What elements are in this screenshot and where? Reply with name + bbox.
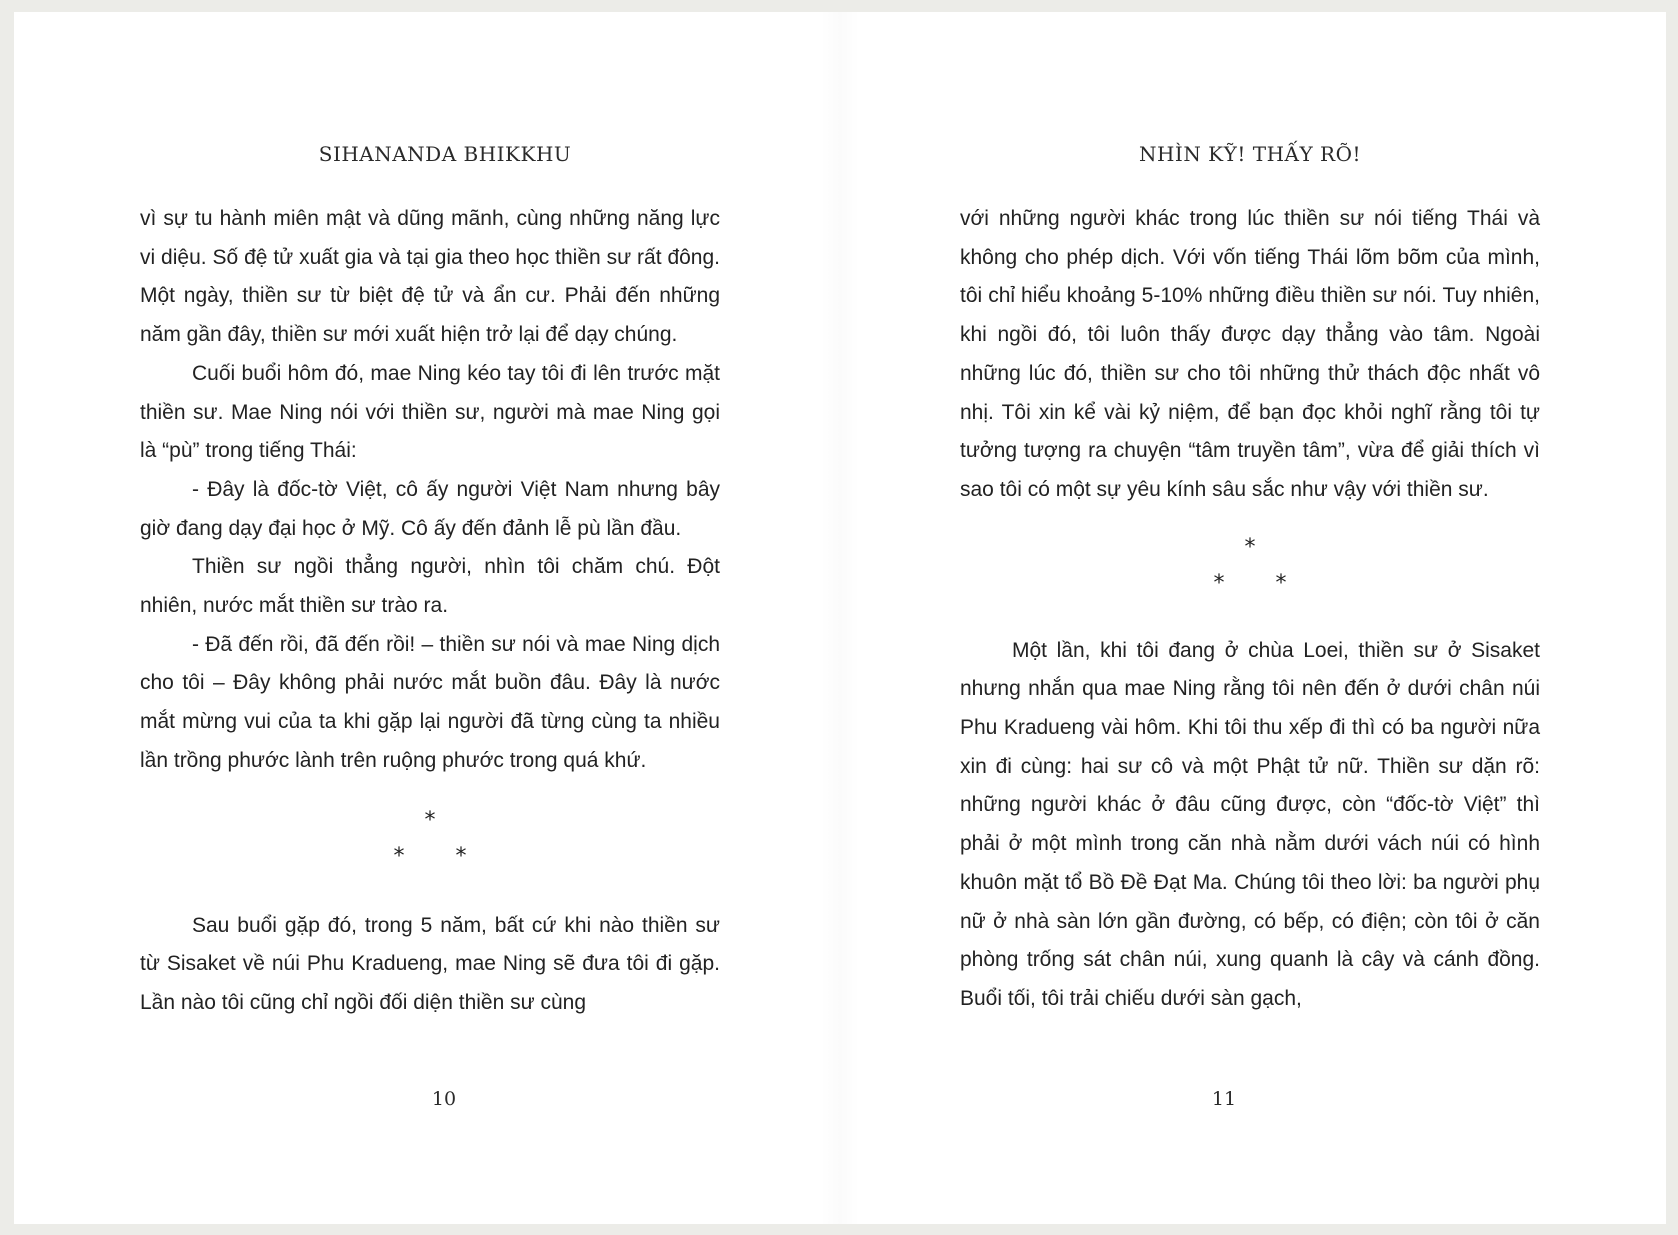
right-page-body bbox=[960, 200, 1540, 1019]
running-head-author: SIHANANDA BHIKKHU bbox=[318, 142, 572, 166]
divider-asterisk-top: * bbox=[1244, 534, 1256, 560]
running-head-title: NHÌN KỸ! THẤY RÕ! bbox=[1138, 142, 1361, 166]
right-page bbox=[840, 12, 1666, 1224]
dialogue-paragraph: - Đã đến rồi, đã đến rồi! – thiền sư nói và mae Ning dịch cho tôi – Đây không phải nước mắt buồn đâu. Đây là nước mắt mừng vui của ta khi gặp lại người đã từng cùng ta nhiều lần trồng phước lành trên ruộng phước trong quá khứ. bbox=[140, 632, 720, 772]
divider-asterisk-top: * bbox=[424, 807, 436, 833]
left-page bbox=[14, 12, 840, 1224]
divider-asterisks-bottom: * * bbox=[1213, 570, 1287, 596]
paragraph: Một lần, khi tôi đang ở chùa Loei, thiền sư ở Sisaket nhưng nhắn qua mae Ning rằng tôi nên đến ở dưới chân núi Phu Kradueng vài hôm. Khi tôi thu xếp đi thì có ba người nữa xin đi cùng: hai sư cô và một Phật tử nữ. Thiền sư dặn rõ: những người khác ở đâu cũng được, còn “đốc-tờ Việt” thì phải ở một mình trong căn nhà nằm dưới vách núi có hình khuôn mặt tổ Bồ Đề Đạt Ma. Chúng tôi theo lời: ba người phụ nữ ở nhà sàn lớn gần đường, có bếp, có điện; còn tôi ở căn phòng trống sát chân núi, xung quanh là cây và cánh đồng. Buổi tối, tôi trải chiếu dưới sàn gạch, bbox=[960, 638, 1540, 1010]
section-divider bbox=[960, 530, 1540, 602]
page-number: 11 bbox=[1211, 1088, 1237, 1110]
paragraph: với những người khác trong lúc thiền sư nói tiếng Thái và không cho phép dịch. Với vốn tiếng Thái lõm bõm của mình, tôi chỉ hiểu khoảng 5-10% những điều thiền sư nói. Tuy nhiên, khi ngồi đó, tôi luôn thấy được dạy thẳng vào tâm. Ngoài những lúc đó, thiền sư cho tôi những thử thách độc nhất vô nhị. Tôi xin kể vài kỷ niệm, để bạn đọc khỏi nghĩ rằng tôi tự tưởng tượng ra chuyện “tâm truyền tâm”, vừa để giải thích vì sao tôi có một sự yêu kính sâu sắc như vậy với thiền sư. bbox=[960, 207, 1540, 501]
paragraph: vì sự tu hành miên mật và dũng mãnh, cùng những năng lực vi diệu. Số đệ tử xuất gia và tại gia theo học thiền sư rất đông. Một ngày, thiền sư từ biệt đệ tử và ẩn cư. Phải đến những năm gần đây, thiền sư mới xuất hiện trở lại để dạy chúng. bbox=[140, 207, 720, 347]
paragraph: Thiền sư ngồi thẳng người, nhìn tôi chăm chú. Đột nhiên, nước mắt thiền sư trào ra. bbox=[140, 555, 720, 618]
paragraph: Cuối buổi hôm đó, mae Ning kéo tay tôi đi lên trước mặt thiền sư. Mae Ning nói với thiền sư, người mà mae Ning gọi là “pù” trong tiếng Thái: bbox=[140, 361, 720, 463]
book-gutter bbox=[820, 12, 860, 1224]
page-number: 10 bbox=[431, 1088, 457, 1110]
divider-asterisks-bottom: * * bbox=[393, 843, 467, 869]
left-page-body bbox=[140, 200, 720, 1023]
section-divider bbox=[140, 803, 720, 875]
dialogue-paragraph: - Đây là đốc-tờ Việt, cô ấy người Việt Nam nhưng bây giờ đang dạy đại học ở Mỹ. Cô ấy đến đảnh lễ pù lần đầu. bbox=[140, 477, 720, 540]
book-spread bbox=[14, 12, 1666, 1224]
paragraph: Sau buổi gặp đó, trong 5 năm, bất cứ khi nào thiền sư từ Sisaket về núi Phu Kradueng, mae Ning sẽ đưa tôi đi gặp. Lần nào tôi cũng chỉ ngồi đối diện thiền sư cùng bbox=[140, 913, 720, 1014]
